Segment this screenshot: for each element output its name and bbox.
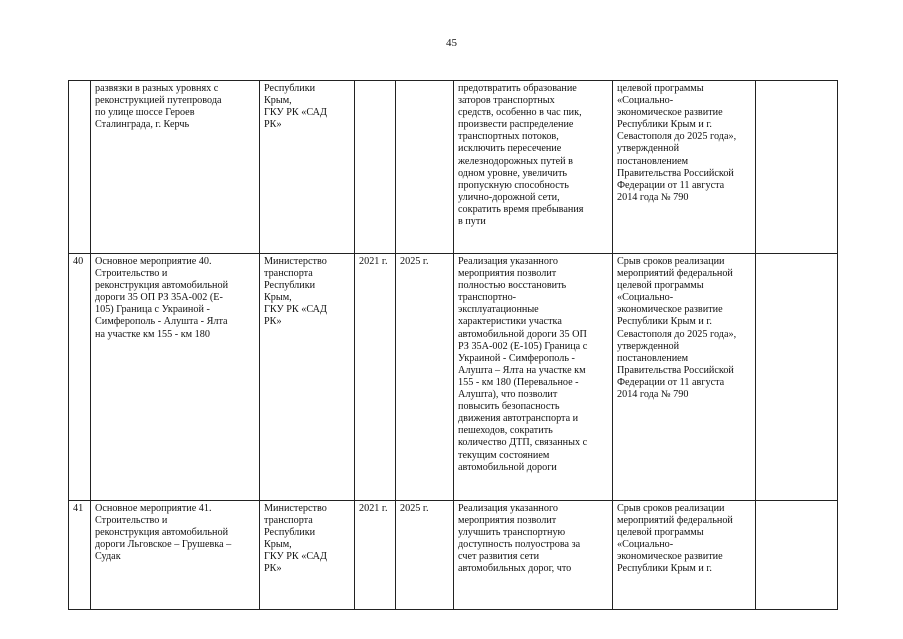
end-year: 2025 г. xyxy=(396,254,454,501)
table-row xyxy=(69,254,838,501)
extra-cell xyxy=(756,254,838,501)
row-number: 40 xyxy=(69,254,91,501)
extra-cell xyxy=(756,501,838,610)
start-year xyxy=(355,81,396,254)
measure-name: Основное мероприятие 40. Строительство и реконструкция автомобильной дороги 35 ОП РЗ 35А-002 (Е- 105) Граница с Украиной - Симферополь - Алушта - Ялта на участке км 155 - км 180 xyxy=(91,254,260,501)
page-number: 45 xyxy=(446,37,457,49)
executor: Министерство транспорта Республики Крым, ГКУ РК «САД РК» xyxy=(260,254,355,501)
expected-result: предотвратить образование заторов транспортных средств, особенно в час пик, произвести распределение транспортных потоков, исключить пересечение железнодорожных путей в одном уровне, увеличить пропускную способность улично-дорожной сети, сократить время пребывания в пути xyxy=(454,81,613,254)
end-year xyxy=(396,81,454,254)
expected-result: Реализация указанного мероприятия позволит полностью восстановить транспортно- эксплуатационные характеристики участка автомобильной дороги 35 ОП РЗ 35А-002 (Е-105) Граница с Украиной - Симферополь - Алушта – Ялта на участке км 155 - км 180 (Перевальное - Алушта), что позволит повысить безопасность движения автотранспорта и пешеходов, сократить количество ДТП, связанных с текущим состоянием автомобильной дороги xyxy=(454,254,613,501)
start-year: 2021 г. xyxy=(355,254,396,501)
end-year: 2025 г. xyxy=(396,501,454,610)
measures-table xyxy=(68,80,838,610)
table-row xyxy=(69,501,838,610)
risk-consequence: Срыв сроков реализации мероприятий федеральной целевой программы «Социально- экономическое развитие Республики Крым и г. xyxy=(613,501,756,610)
extra-cell xyxy=(756,81,838,254)
measure-name: Основное мероприятие 41. Строительство и реконструкция автомобильной дороги Льговское – Грушевка – Судак xyxy=(91,501,260,610)
risk-consequence: Срыв сроков реализации мероприятий федеральной целевой программы «Социально- экономическое развитие Республики Крым и г. Севастополя до 2025 года», утвержденной постановлением Правительства Российской Федерации от 11 августа 2014 года № 790 xyxy=(613,254,756,501)
row-number: 41 xyxy=(69,501,91,610)
expected-result: Реализация указанного мероприятия позволит улучшить транспортную доступность полуострова за счет развития сети автомобильных дорог, что xyxy=(454,501,613,610)
measure-name: развязки в разных уровнях с реконструкцией путепровода по улице шоссе Героев Сталинграда, г. Керчь xyxy=(91,81,260,254)
executor: Республики Крым, ГКУ РК «САД РК» xyxy=(260,81,355,254)
table-row xyxy=(69,81,838,254)
row-number xyxy=(69,81,91,254)
executor: Министерство транспорта Республики Крым, ГКУ РК «САД РК» xyxy=(260,501,355,610)
start-year: 2021 г. xyxy=(355,501,396,610)
risk-consequence: целевой программы «Социально- экономическое развитие Республики Крым и г. Севастополя до 2025 года», утвержденной постановлением Правительства Российской Федерации от 11 августа 2014 года № 790 xyxy=(613,81,756,254)
